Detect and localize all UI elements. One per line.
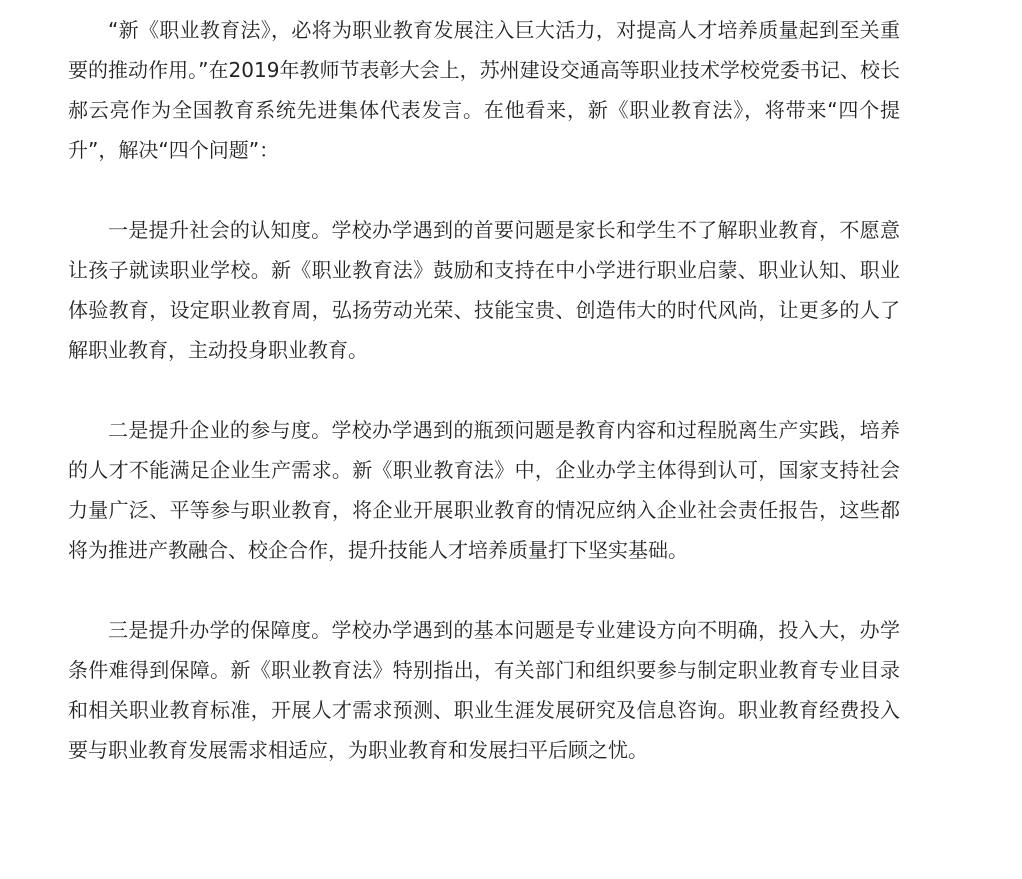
paragraph-point-three: 三是提升办学的保障度。学校办学遇到的基本问题是专业建设方向不明确，投入大，办学条件难得到保障。新《职业教育法》特别指出，有关部门和组织要参与制定职业教育专业目录和相关职业教育标准，开展人才需求预测、职业生涯发展研究及信息咨询。职业教育经费投入要与职业教育发展需求相适应，为职业教育和发展扫平后顾之忧。 xyxy=(68,618,900,762)
paragraph-intro: “新《职业教育法》，必将为职业教育发展注入巨大活力，对提高人才培养质量起到至关重要的推动作用。”在2019年教师节表彰大会上，苏州建设交通高等职业技术学校党委书记、校长郝云亮作为全国教育系统先进集体代表发言。在他看来，新《职业教育法》，将带来“四个提升”，解决“四个问题”： xyxy=(68,18,900,162)
paragraph-point-one: 一是提升社会的认知度。学校办学遇到的首要问题是家长和学生不了解职业教育，不愿意让孩子就读职业学校。新《职业教育法》鼓励和支持在中小学进行职业启蒙、职业认知、职业体验教育，设定职业教育周，弘扬劳动光荣、技能宝贵、创造伟大的时代风尚，让更多的人了解职业教育，主动投身职业教育。 xyxy=(68,218,900,362)
article-body xyxy=(68,10,900,770)
paragraph-point-two: 二是提升企业的参与度。学校办学遇到的瓶颈问题是教育内容和过程脱离生产实践，培养的人才不能满足企业生产需求。新《职业教育法》中，企业办学主体得到认可，国家支持社会力量广泛、平等参与职业教育，将企业开展职业教育的情况应纳入企业社会责任报告，这些都将为推进产教融合、校企合作，提升技能人才培养质量打下坚实基础。 xyxy=(68,418,900,562)
